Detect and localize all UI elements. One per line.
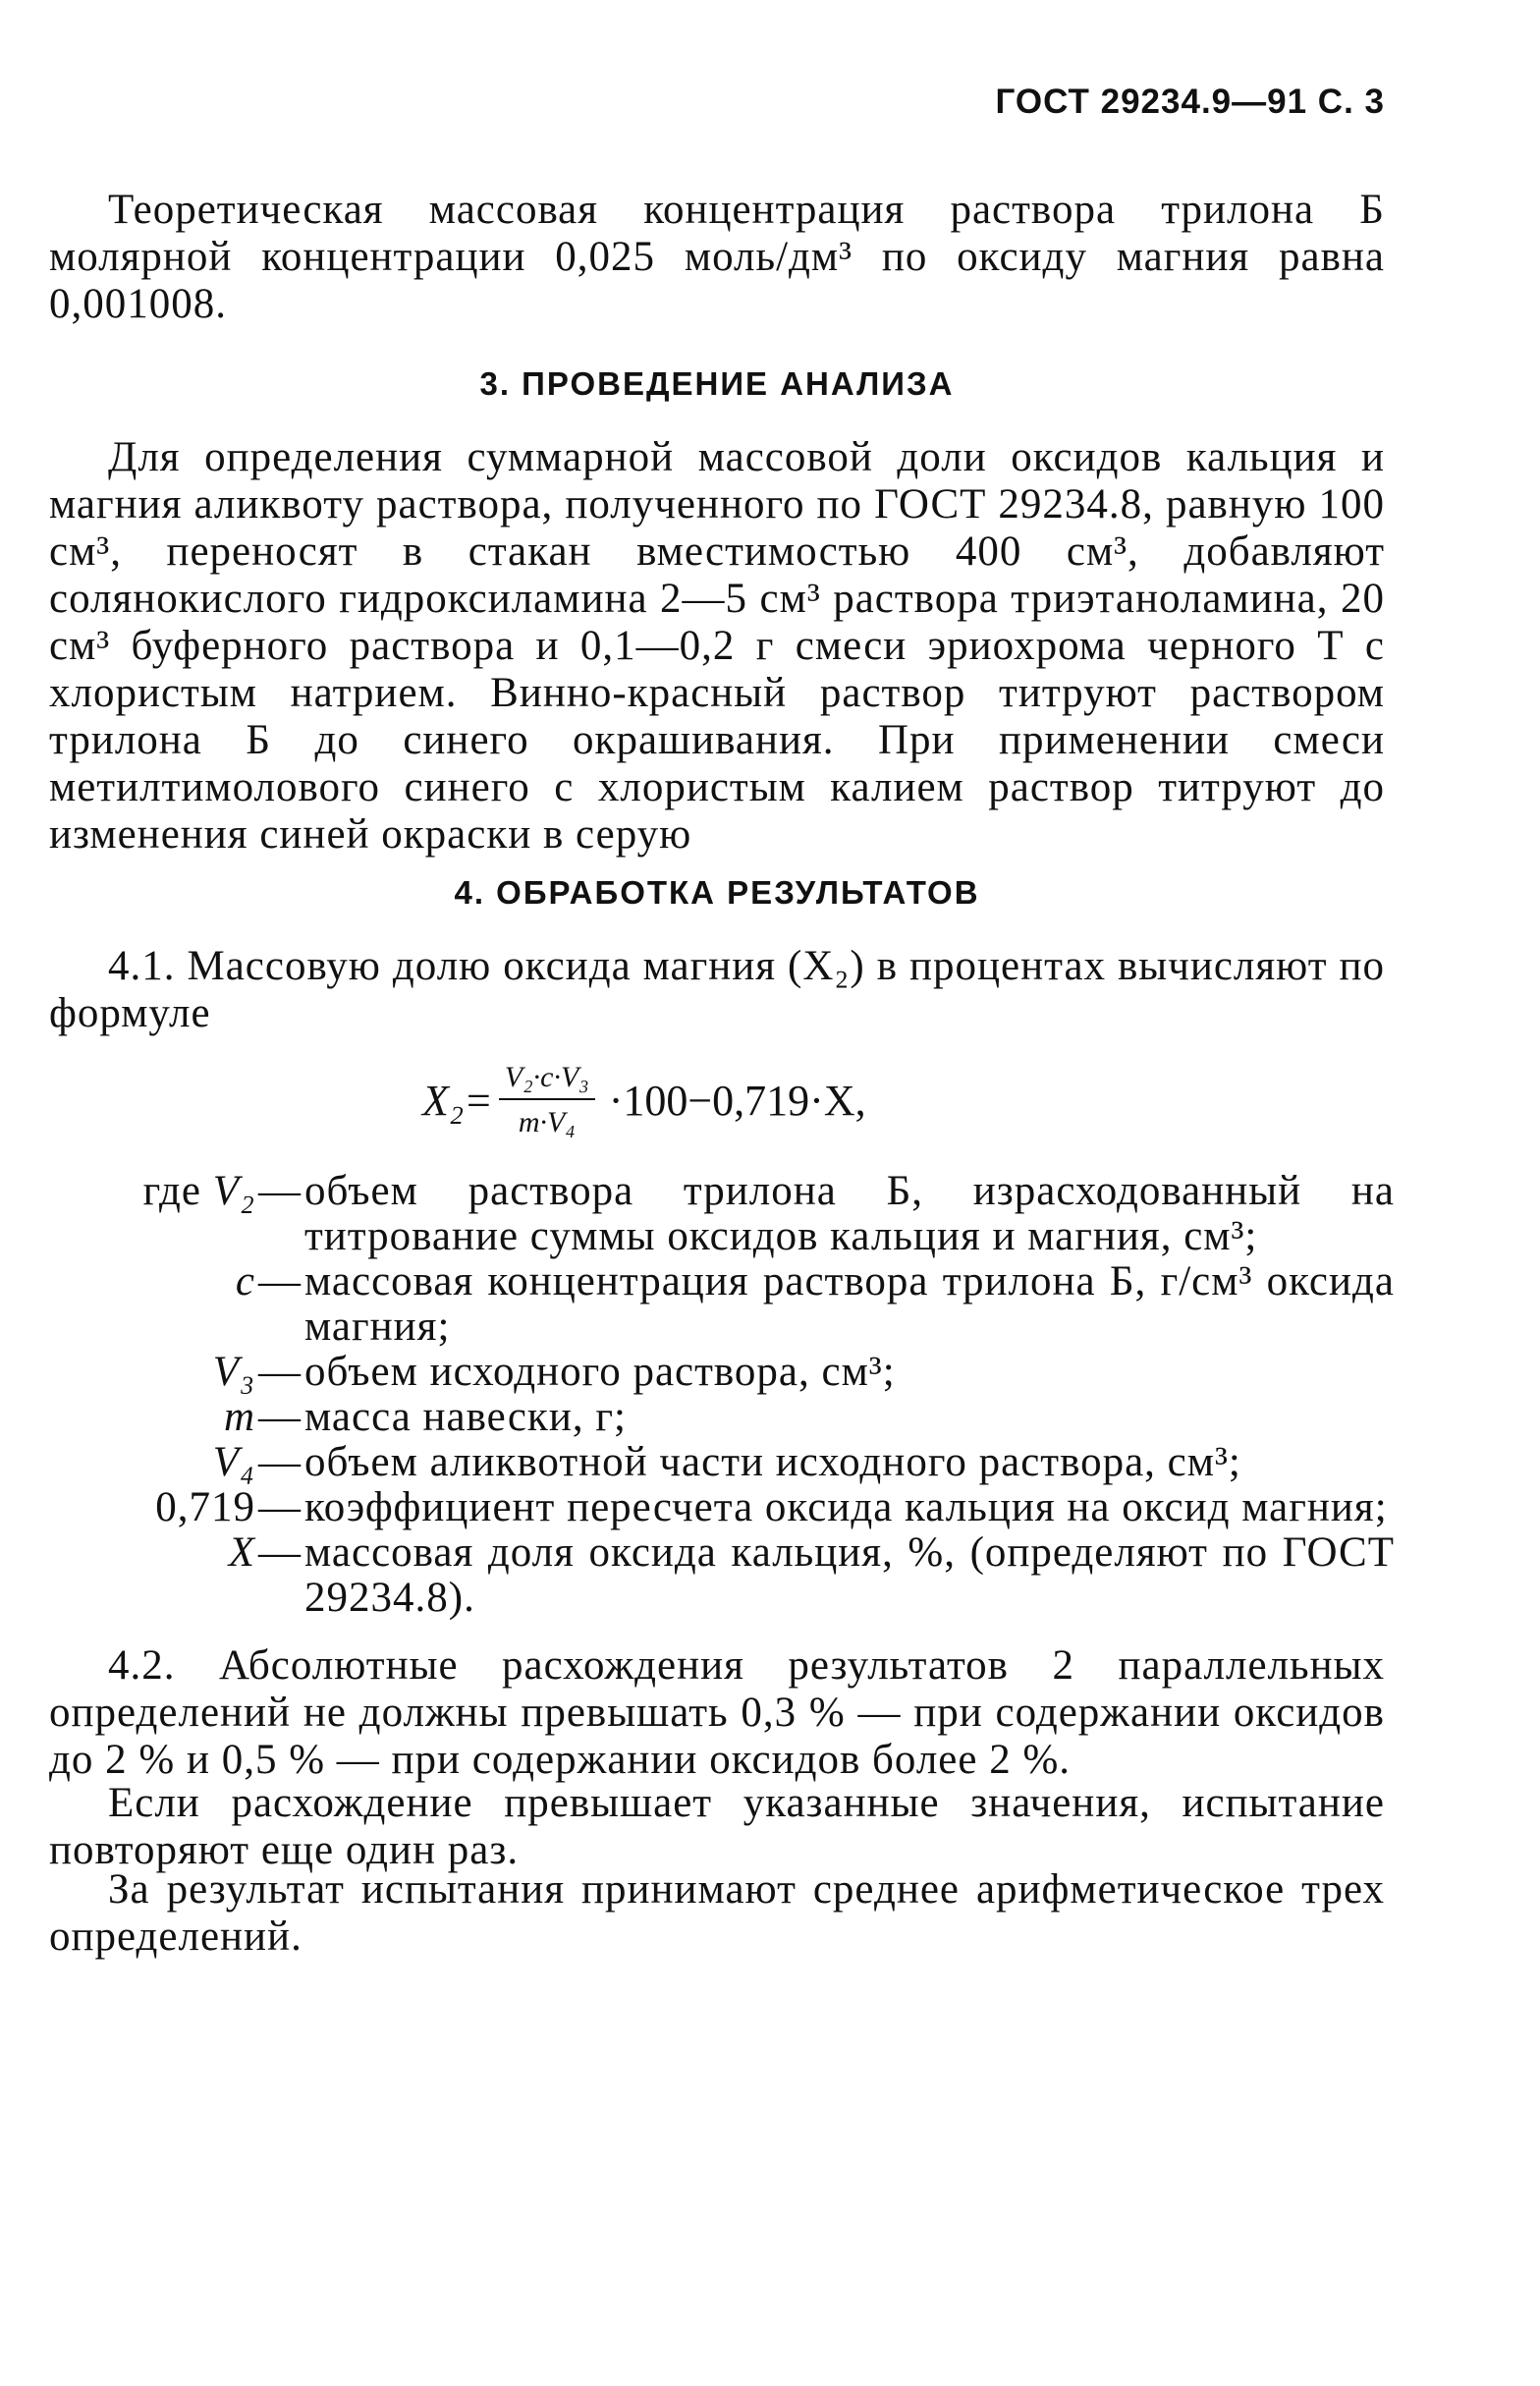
definition-text: коэффициент пересчета оксида кальция на оксид магния; bbox=[304, 1484, 1388, 1530]
definition-text: объем исходного раствора, см³; bbox=[304, 1349, 896, 1395]
definition-symbol: где V₂ bbox=[142, 1168, 255, 1214]
paragraph-4-2: 4.2. Абсолютные расхождения результатов 2 параллельных определений не должны превышать 0,3 % — при содержании оксидов до 2 % и 0,5 % — при содержании оксидов более 2 %. bbox=[49, 1642, 1385, 1783]
section-4-heading: 4. ОБРАБОТКА РЕЗУЛЬТАТОВ bbox=[454, 874, 980, 911]
definition-text: массовая концентрация раствора трилона Б, г/см³ оксида магния; bbox=[304, 1258, 1395, 1350]
variable-definitions bbox=[49, 1169, 1395, 1621]
definition-row: V₄ — объем аликвотной части исходного раствора, см³; bbox=[49, 1440, 1395, 1485]
where-label: где bbox=[142, 1168, 202, 1214]
paragraph-4-2-result: За результат испытания принимают среднее арифметическое трех определений. bbox=[49, 1866, 1385, 1960]
formula-rest: ·100−0,719·X, bbox=[608, 1076, 866, 1125]
definition-symbol: V₄ bbox=[212, 1439, 255, 1485]
definition-symbol: c bbox=[235, 1258, 255, 1304]
definition-row: V₃ — объем исходного раствора, см³; bbox=[49, 1350, 1395, 1395]
definition-row: где V₂ — объем раствора трилона Б, израсходованный на титрование суммы оксидов кальция и магния, см³; bbox=[49, 1169, 1395, 1259]
definition-text: масса навески, г; bbox=[304, 1394, 627, 1440]
formula-lhs: X₂= bbox=[422, 1076, 493, 1125]
paragraph-4-2-repeat: Если расхождение превышает указанные значения, испытание повторяют еще один раз. bbox=[49, 1780, 1385, 1873]
definition-text: объем аликвотной части исходного раствора, см³; bbox=[304, 1439, 1241, 1485]
definition-symbol: X bbox=[228, 1529, 255, 1576]
definition-symbol: 0,719 bbox=[155, 1484, 255, 1530]
formula-fraction bbox=[499, 1061, 595, 1139]
definition-row: X — массовая доля оксида кальция, %, (определяют по ГОСТ 29234.8). bbox=[49, 1530, 1395, 1621]
definition-text: массовая доля оксида кальция, %, (определяют по ГОСТ 29234.8). bbox=[304, 1529, 1395, 1621]
definition-row: m — масса навески, г; bbox=[49, 1395, 1395, 1440]
page-header: ГОСТ 29234.9—91 С. 3 bbox=[995, 83, 1385, 121]
definition-row: c — массовая концентрация раствора трилона Б, г/см³ оксида магния; bbox=[49, 1259, 1395, 1350]
paragraph-4-1: 4.1. Массовую долю оксида магния (X₂) в процентах вычисляют по формуле bbox=[49, 943, 1385, 1036]
definition-text: объем раствора трилона Б, израсходованный на титрование суммы оксидов кальция и магния, см³; bbox=[304, 1168, 1395, 1259]
formula bbox=[422, 1041, 866, 1159]
formula-denominator: m·V₄ bbox=[518, 1106, 576, 1138]
section-3-heading: 3. ПРОВЕДЕНИЕ АНАЛИЗА bbox=[479, 365, 955, 402]
definition-symbol: V₃ bbox=[212, 1349, 255, 1395]
definition-symbol: m bbox=[223, 1394, 255, 1440]
intro-paragraph: Теоретическая массовая концентрация раствора трилона Б молярной концентрации 0,025 моль/дм³ по оксиду магния равна 0,001008. bbox=[49, 187, 1385, 327]
section-3-paragraph: Для определения суммарной массовой доли оксидов кальция и магния аликвоту раствора, полученного по ГОСТ 29234.8, равную 100 см³, переносят в стакан вместимостью 400 см³, добавляют солянокислого гидроксиламина 2—5 см³ раствора триэтаноламина, 20 см³ буферного раствора и 0,1—0,2 г смеси эриохрома черного Т с хлористым натрием. Винно-красный раствор титруют раствором трилона Б до синего окрашивания. При применении смеси метилтимолового синего с хлористым калием раствор титруют до изменения синей окраски в серую bbox=[49, 434, 1385, 858]
formula-numerator: V₂·c·V₃ bbox=[499, 1061, 595, 1100]
definition-row: 0,719 — коэффициент пересчета оксида кальция на оксид магния; bbox=[49, 1485, 1395, 1530]
